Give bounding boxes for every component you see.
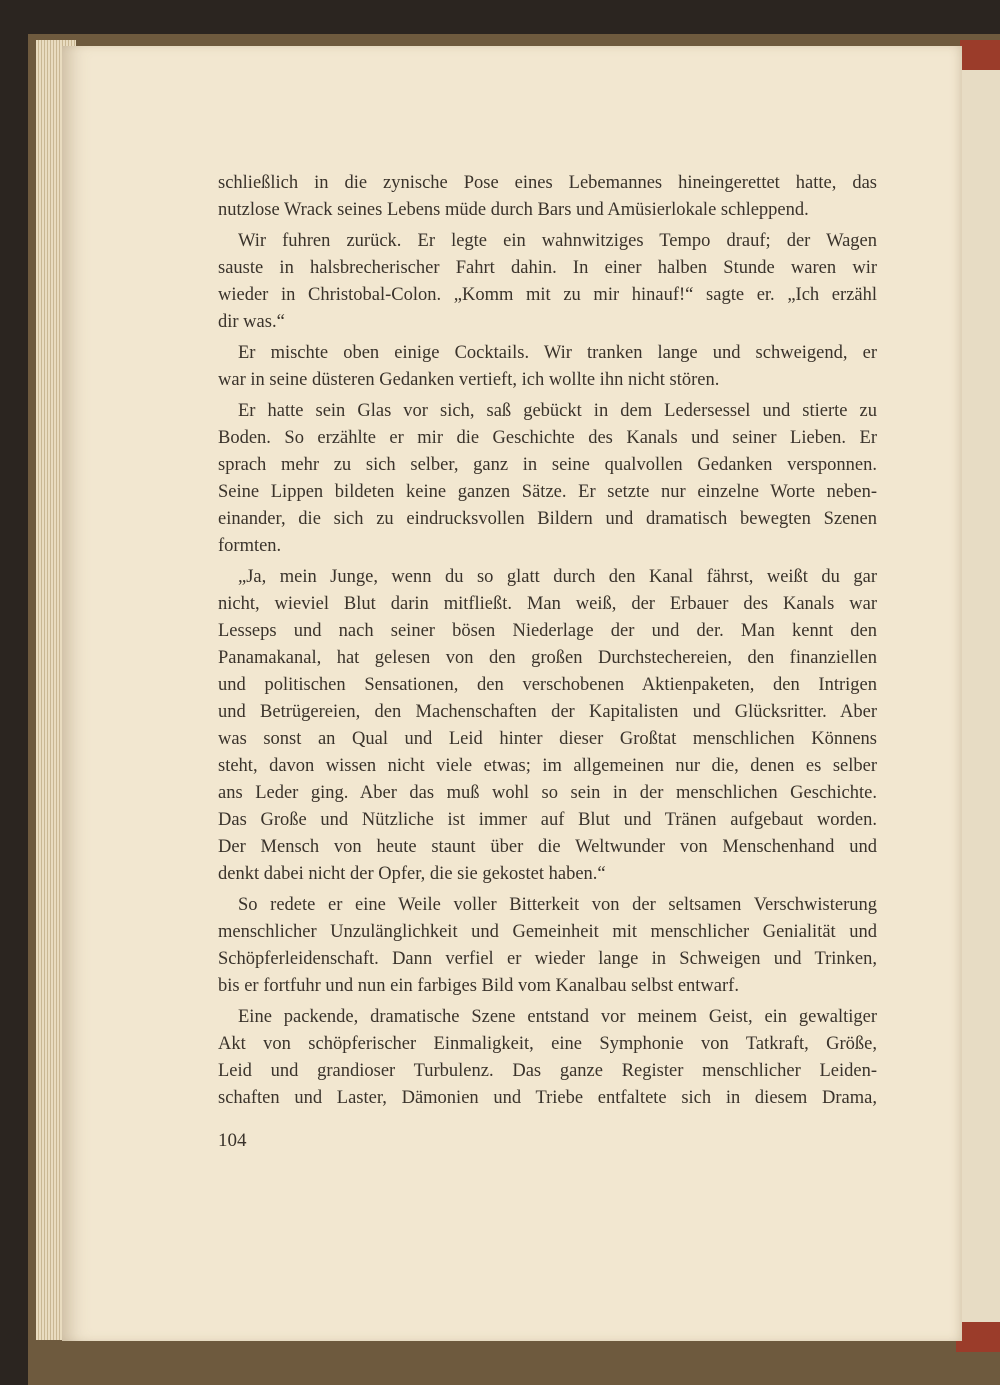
text-line: Er mischte oben einige Cocktails. Wir tranken lange und schweigend, er (238, 343, 877, 363)
paragraph (218, 170, 877, 224)
text-line: und Betrügereien, den Machenschaften der Kapitalisten und Glücksritter. Aber (218, 702, 877, 722)
text-line: wieder in Christobal-Colon. „Komm mit zu mir hinauf!“ sagte er. „Ich erzähl (218, 285, 877, 305)
text-line: Das Große und Nützliche ist immer auf Blut und Tränen aufgebaut worden. (218, 810, 877, 830)
text-line: Lesseps und nach seiner bösen Niederlage der und der. Man kennt den (218, 621, 877, 641)
text-line: Schöpferleidenschaft. Dann verfiel er wieder lange in Schweigen und Trinken, (218, 949, 877, 969)
text-line: einander, die sich zu eindrucksvollen Bildern und dramatisch bewegten Szenen (218, 509, 877, 529)
text-line: Er hatte sein Glas vor sich, saß gebückt in dem Ledersessel und stierte zu (238, 401, 877, 421)
text-line: denkt dabei nicht der Opfer, die sie gekostet haben.“ (218, 864, 606, 884)
text-line: formten. (218, 536, 282, 556)
text-line: was sonst an Qual und Leid hinter dieser Großtat menschlichen Könnens (218, 729, 877, 749)
page-number: 104 (218, 1130, 247, 1151)
paragraph (218, 340, 877, 394)
text-line: Wir fuhren zurück. Er legte ein wahnwitziges Tempo drauf; der Wagen (238, 231, 877, 251)
text-line: ans Leder ging. Aber das muß wohl so sein in der menschlichen Geschichte. (218, 783, 877, 803)
paragraph (218, 564, 877, 888)
paragraph (218, 892, 877, 1000)
text-line: nutzlose Wrack seines Lebens müde durch Bars und Amüsierlokale schleppend. (218, 200, 809, 220)
text-line: sprach mehr zu sich selber, ganz in seine qualvollen Gedanken versponnen. (218, 455, 877, 475)
body-text (218, 170, 877, 1116)
right-page-edge (962, 40, 1000, 1350)
text-line: sauste in halsbrecherischer Fahrt dahin. In einer halben Stunde waren wir (218, 258, 877, 278)
text-line: „Ja, mein Junge, wenn du so glatt durch den Kanal fährst, weißt du gar (238, 567, 877, 587)
text-line: Leid und grandioser Turbulenz. Das ganze Register menschlicher Leiden- (218, 1061, 877, 1081)
text-line: steht, davon wissen nicht viele etwas; im allgemeinen nur die, denen es selber (218, 756, 877, 776)
text-line: nicht, wieviel Blut darin mitfließt. Man weiß, der Erbauer des Kanals war (218, 594, 877, 614)
text-line: Seine Lippen bildeten keine ganzen Sätze. Er setzte nur einzelne Worte neben- (218, 482, 877, 502)
bookmark-ribbon-top (960, 40, 1000, 70)
paragraph (218, 228, 877, 336)
text-line: war in seine düsteren Gedanken vertieft, ich wollte ihn nicht stören. (218, 370, 720, 390)
text-line: schaften und Laster, Dämonien und Triebe entfaltete sich in diesem Drama, (218, 1088, 877, 1108)
text-line: Boden. So erzählte er mir die Geschichte des Kanals und seiner Lieben. Er (218, 428, 877, 448)
text-line: Eine packende, dramatische Szene entstand vor meinem Geist, ein gewaltiger (238, 1007, 877, 1027)
text-line: Akt von schöpferischer Einmaligkeit, eine Symphonie von Tatkraft, Größe, (218, 1034, 877, 1054)
text-line: Panamakanal, hat gelesen von den großen Durchstechereien, den finanziellen (218, 648, 877, 668)
text-line: und politischen Sensationen, den verschobenen Aktienpaketen, den Intrigen (218, 675, 877, 695)
paragraph (218, 398, 877, 560)
text-line: Der Mensch von heute staunt über die Weltwunder von Menschenhand und (218, 837, 877, 857)
paragraph (218, 1004, 877, 1112)
text-line: bis er fortfuhr und nun ein farbiges Bild vom Kanalbau selbst entwarf. (218, 976, 739, 996)
bookmark-ribbon-bottom (956, 1322, 1000, 1352)
text-line: So redete er eine Weile voller Bitterkeit von der seltsamen Verschwisterung (238, 895, 877, 915)
text-line: menschlicher Unzulänglichkeit und Gemeinheit mit menschlicher Genialität und (218, 922, 877, 942)
text-line: dir was.“ (218, 312, 285, 332)
text-line: schließlich in die zynische Pose eines Lebemannes hineingerettet hatte, das (218, 173, 877, 193)
